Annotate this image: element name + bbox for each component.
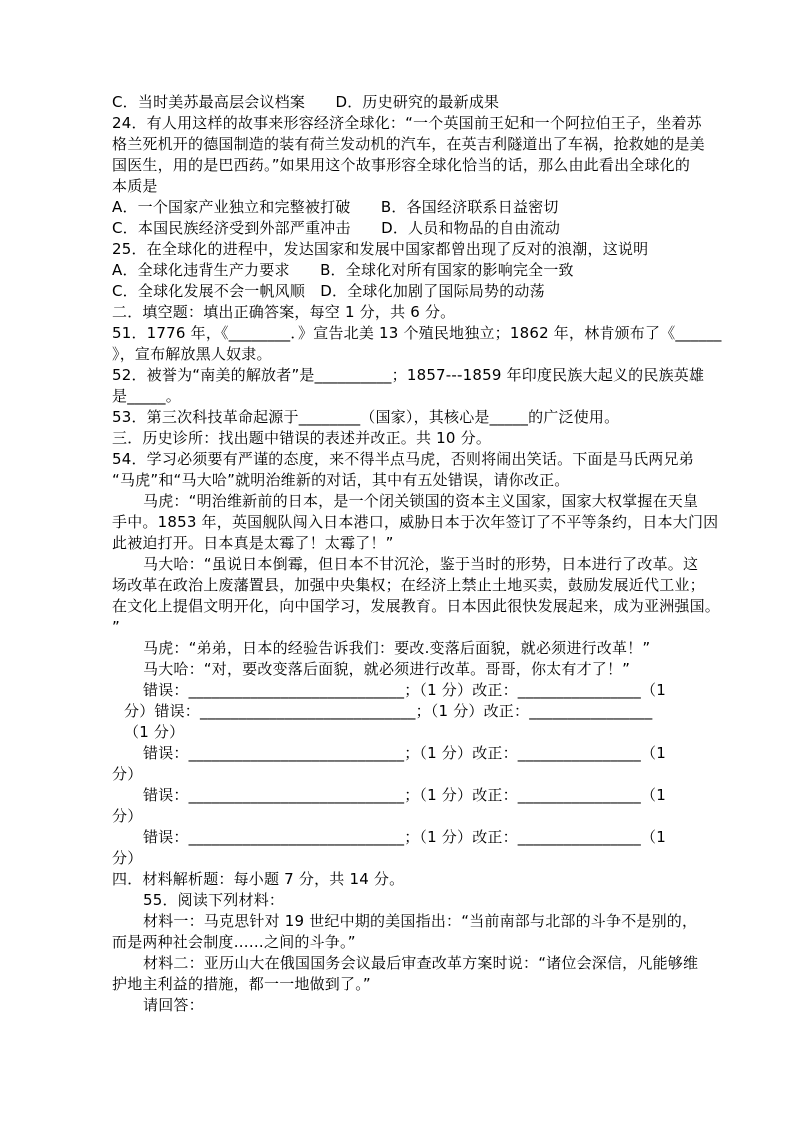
section3-history-clinic-heading: 三．历史诊所：找出题中错误的表述并改正。共 10 分。 <box>112 429 492 447</box>
q54-madaha-para1-line4: ” <box>112 618 120 636</box>
q55-intro: 55．阅读下列材料： <box>143 891 285 909</box>
q54-intro-line2: “马虎”和“马大哈”就明治维新的对话，其中有五处错误，请你改正。 <box>112 471 570 489</box>
q24-stem-line1: 24．有人用这样的故事来形容经济全球化：“一个英国前王妃和一个阿拉伯王子，坐着苏 <box>112 114 702 132</box>
q24-stem-line4: 本质是 <box>112 177 158 195</box>
q25-options-ab: A．全球化违背生产力要求 B．全球化对所有国家的影响完全一致 <box>112 261 574 279</box>
q25-options-cd: C．全球化发展不会一帆风顺 D．全球化加剧了国际局势的动荡 <box>112 282 545 300</box>
q24-options-ab: A．一个国家产业独立和完整被打破 B．各国经济联系日益密切 <box>112 198 559 216</box>
q55-material2-line2: 护地主利益的措施，都一一地做到了。” <box>112 975 371 993</box>
q54-error-blank-line6: 错误：____________________________；（1 分）改正：________________（1 <box>143 786 666 804</box>
q54-madaha-para1-line1: 马大哈：“虽说日本倒霉，但日本不甘沉沦，鉴于当时的形势，日本进行了改革。这 <box>143 555 699 573</box>
q54-madaha-para1-line3: 在文化上提倡文明开化，向中国学习，发展教育。日本因此很快发展起来，成为亚洲强国。 <box>112 597 721 615</box>
q24-stem-line3: 国医生，用的是巴西药。”如果用这个故事形容全球化恰当的话，那么由此看出全球化的 <box>112 156 691 174</box>
q54-error-blank-line4: 错误：____________________________；（1 分）改正：________________（1 <box>143 744 666 762</box>
q55-answer-prompt: 请回答： <box>143 996 204 1014</box>
q55-material1-line1: 材料一：马克思针对 19 世纪中期的美国指出：“当前南部与北部的斗争不是别的， <box>143 912 698 930</box>
q54-error-blank-line2: 分）错误：____________________________；（1 分）改正：________________ <box>124 702 653 720</box>
q25-stem: 25．在全球化的进程中，发达国家和发展中国家都曾出现了反对的浪潮，这说明 <box>112 240 649 258</box>
q52-line2: 是_____。 <box>112 387 181 405</box>
q55-material2-line1: 材料二：亚历山大在俄国国务会议最后审查改革方案时说：“诸位会深信，凡能够维 <box>143 954 699 972</box>
q54-intro-line1: 54．学习必须要有严谨的态度，来不得半点马虎，否则将闹出笑话。下面是马氏两兄弟 <box>112 450 694 468</box>
q54-mahu-para2: 马虎：“弟弟，日本的经验告诉我们：要改.变落后面貌，就必须进行改革！” <box>143 639 651 657</box>
q54-error-blank-line7: 分） <box>112 807 143 825</box>
q54-madaha-para1-line2: 场改革在政治上废藩置县，加强中央集权；在经济上禁止土地买卖，鼓励发展近代工业； <box>112 576 705 594</box>
q54-error-blank-line3: （1 分） <box>124 723 185 741</box>
q53: 53．第三次科技革命起源于________（国家），其核心是_____的广泛使用。 <box>112 408 620 426</box>
q52-line1: 52．被誉为“南美的解放者”是__________；1857---1859 年印度民族大起义的民族英雄 <box>112 366 705 384</box>
q51-line2: 》，宣布解放黑人奴隶。 <box>112 345 272 363</box>
q54-error-blank-line8: 错误：____________________________；（1 分）改正：________________（1 <box>143 828 666 846</box>
q24-stem-line2: 格兰死机开的德国制造的装有荷兰发动机的汽车，在英吉利隧道出了车祸，抢救她的是美 <box>112 135 705 153</box>
q54-mahu-para1-line3: 此被迫打开。日本真是太霉了！太霉了！” <box>112 534 394 552</box>
q51-line1: 51．1776 年，《________．》宣告北美 13 个殖民地独立；1862 年，林肯颁布了《______ <box>112 324 722 342</box>
q54-error-blank-line5: 分） <box>112 765 143 783</box>
q24-options-cd: C．本国民族经济受到外部严重冲击 D．人员和物品的自由流动 <box>112 219 561 237</box>
q54-madaha-para2: 马大哈：“对，要改变落后面貌，就必须进行改革。哥哥，你太有才了！” <box>143 660 631 678</box>
section2-fill-blank-heading: 二．填空题：填出正确答案，每空 1 分，共 6 分。 <box>112 303 456 321</box>
q54-mahu-para1-line1: 马虎：“明治维新前的日本，是一个闭关锁国的资本主义国家，国家大权掌握在天皇 <box>143 492 699 510</box>
document-body-text <box>112 92 722 1016</box>
q55-material1-line2: 而是两种社会制度……之间的斗争。” <box>112 933 356 951</box>
q23-options-cd: C．当时美苏最高层会议档案 D．历史研究的最新成果 <box>112 93 500 111</box>
q54-error-blank-line9: 分） <box>112 849 143 867</box>
section4-material-analysis-heading: 四．材料解析题：每小题 7 分，共 14 分。 <box>112 870 405 888</box>
q54-error-blank-line1: 错误：____________________________；（1 分）改正：________________（1 <box>143 681 666 699</box>
q54-mahu-para1-line2: 手中。1853 年，英国舰队闯入日本港口，威胁日本于次年签订了不平等条约，日本大门因 <box>112 513 719 531</box>
